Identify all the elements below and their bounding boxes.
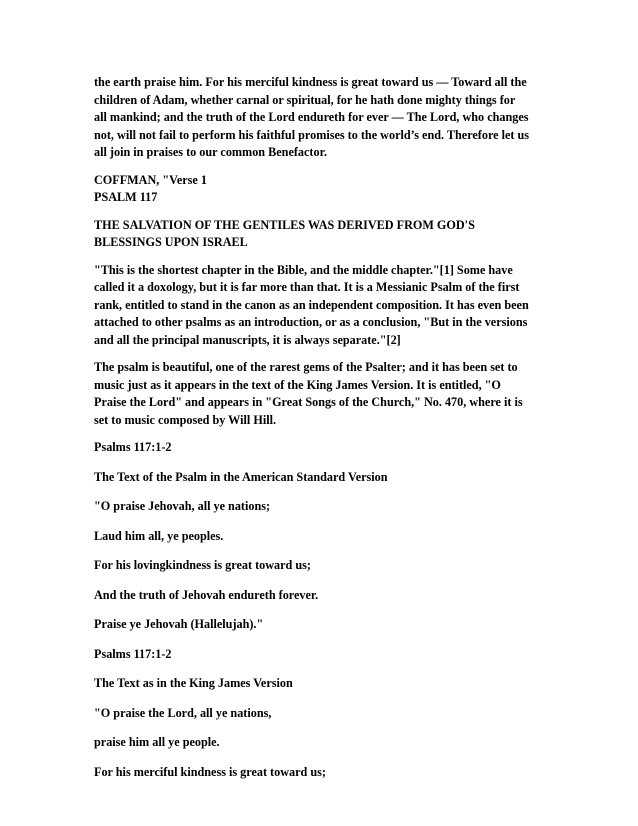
paragraph-verse-line	[94, 705, 546, 723]
text-line: THE SALVATION OF THE GENTILES WAS DERIVED FROM GOD'S	[94, 217, 475, 232]
paragraph-source-heading	[94, 172, 546, 207]
text-line: rank, entitled to stand in the canon as an independent composition. It has even been	[94, 297, 529, 312]
paragraph-intro	[94, 74, 546, 162]
paragraph-verse-line	[94, 557, 546, 575]
paragraph-verse-line	[94, 764, 546, 782]
paragraph-reference	[94, 439, 546, 457]
paragraph-asv-heading	[94, 469, 546, 487]
paragraph-section-title	[94, 217, 546, 252]
text-line: Psalms 117:1-2	[94, 646, 172, 661]
text-line: not, will not fail to perform his faithful promises to the world’s end. Therefore let us	[94, 127, 530, 142]
text-line: The psalm is beautiful, one of the rarest gems of the Psalter; and it has been set to	[94, 360, 518, 374]
text-line: Psalms 117:1-2	[94, 440, 172, 454]
paragraph-verse-line	[94, 498, 546, 516]
text-line: COFFMAN, "Verse 1	[94, 172, 207, 187]
paragraph-kjv-heading	[94, 675, 546, 693]
paragraph-reference	[94, 646, 546, 664]
text-line: For his merciful kindness is great toward us;	[94, 764, 326, 779]
paragraph-commentary-1	[94, 262, 546, 350]
text-line: set to music composed by Will Hill.	[94, 412, 277, 427]
text-line: For his lovingkindness is great toward us;	[94, 558, 311, 572]
paragraph-commentary-2	[94, 359, 546, 429]
text-line: Praise the Lord" and appears in "Great Songs of the Church," No. 470, where it is	[94, 395, 523, 409]
paragraph-verse-line	[94, 528, 546, 546]
paragraph-verse-line	[94, 587, 546, 605]
text-line: music just as it appears in the text of the King James Version. It is entitled, "O	[94, 377, 501, 392]
text-line: children of Adam, whether carnal or spiritual, for he hath done mighty things for	[94, 92, 516, 107]
text-line: called it a doxology, but it is far more than that. It is a Messianic Psalm of the first	[94, 280, 520, 294]
document-body	[94, 74, 546, 793]
paragraph-verse-line	[94, 616, 546, 634]
text-line: attached to other psalms as an introduction, or as a conclusion, "But in the versions	[94, 315, 528, 329]
paragraph-verse-line	[94, 734, 546, 752]
text-line: BLESSINGS UPON ISRAEL	[94, 235, 248, 249]
text-line: PSALM 117	[94, 190, 158, 204]
text-line: The Text as in the King James Version	[94, 676, 293, 690]
text-line: Laud him all, ye peoples.	[94, 528, 224, 543]
text-line: and all the principal manuscripts, it is always separate."[2]	[94, 332, 401, 347]
text-line: And the truth of Jehovah endureth forever.	[94, 587, 319, 602]
text-line: all mankind; and the truth of the Lord endureth for ever — The Lord, who changes	[94, 110, 529, 124]
text-line: all join in praises to our common Benefactor.	[94, 145, 327, 159]
text-line: the earth praise him. For his merciful kindness is great toward us — Toward all the	[94, 75, 527, 89]
text-line: "O praise the Lord, all ye nations,	[94, 705, 272, 720]
text-line: The Text of the Psalm in the American Standard Version	[94, 469, 388, 484]
text-line: Praise ye Jehovah (Hallelujah)."	[94, 617, 264, 631]
text-line: "This is the shortest chapter in the Bible, and the middle chapter."[1] Some have	[94, 262, 513, 277]
text-line: praise him all ye people.	[94, 735, 220, 749]
text-line: "O praise Jehovah, all ye nations;	[94, 499, 271, 513]
